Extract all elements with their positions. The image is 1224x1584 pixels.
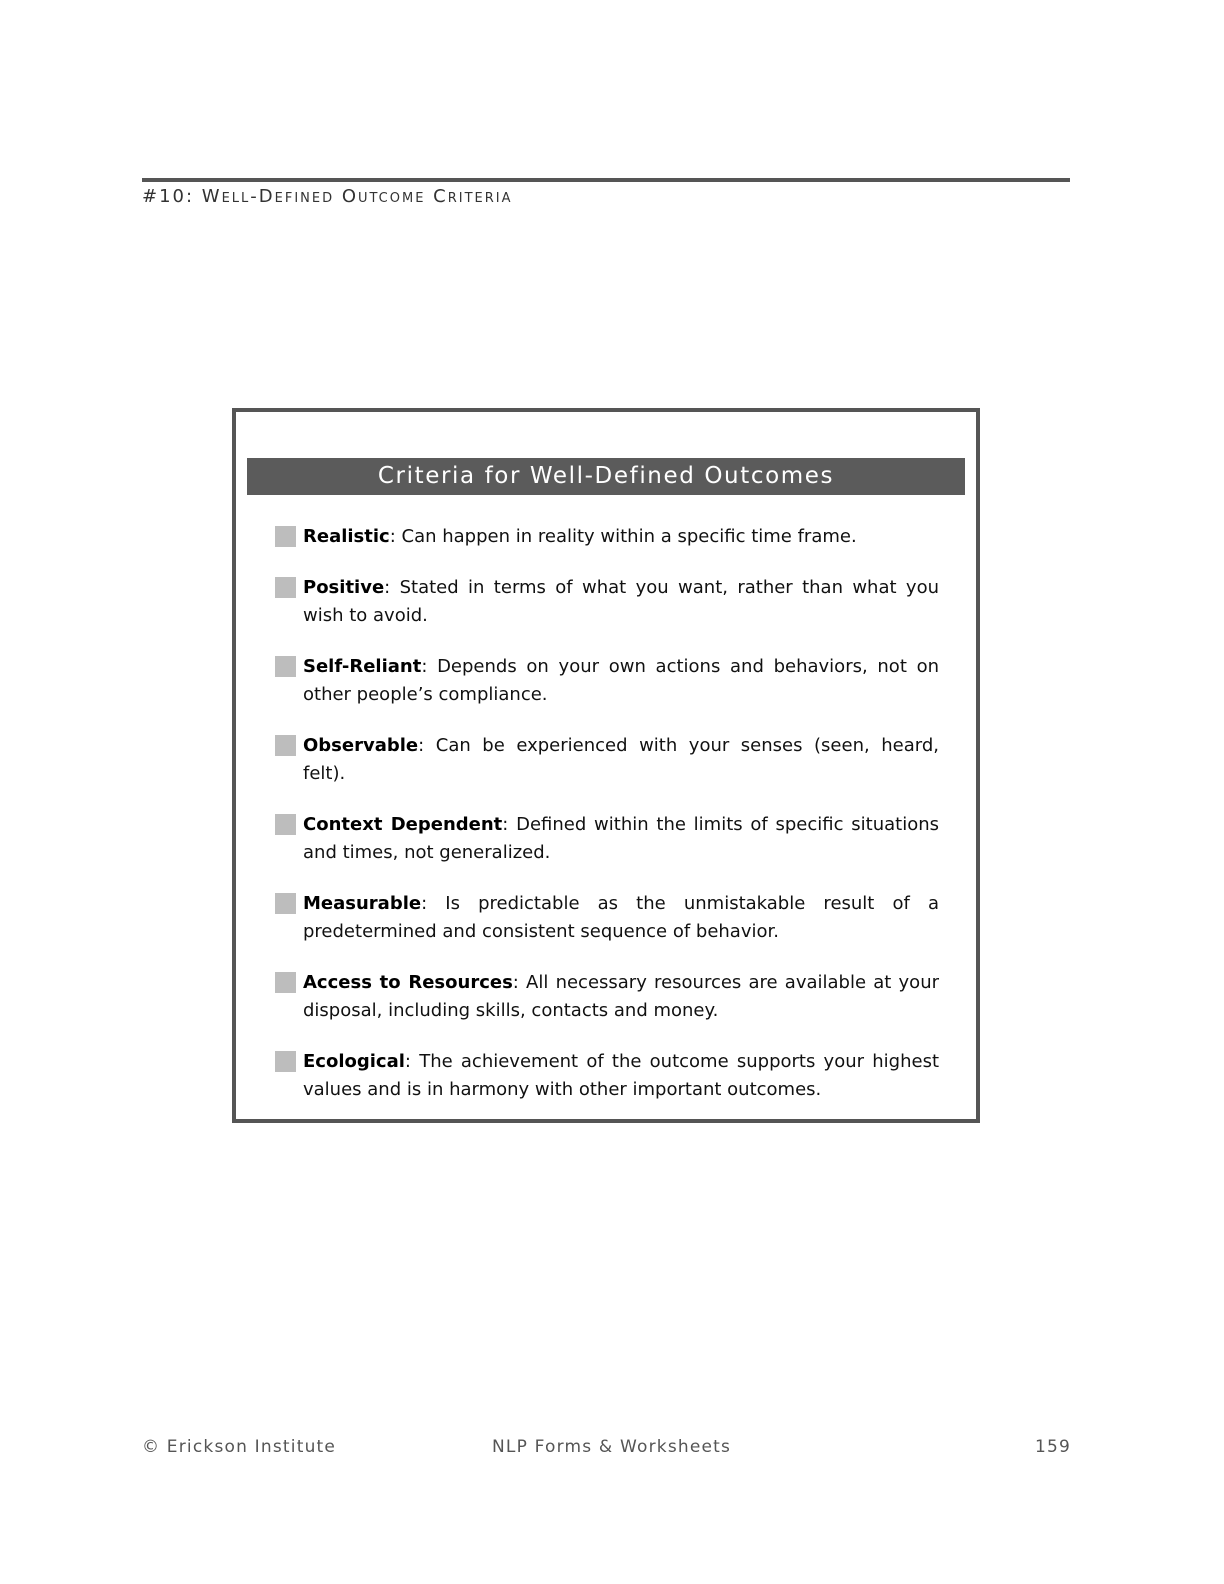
footer-page-number: 159 <box>1035 1437 1072 1457</box>
square-bullet-icon <box>275 893 296 914</box>
square-bullet-icon <box>275 526 296 547</box>
criteria-description: : All necessary resources are available at your disposal, including skills, contacts and money. <box>303 972 939 1021</box>
criteria-item <box>275 653 939 709</box>
section-title: #10: Well-Defined Outcome Criteria <box>142 186 513 207</box>
criteria-term: Context Dependent <box>303 814 503 835</box>
criteria-description: : Is predictable as the unmistakable result of a predetermined and consistent sequence of behavior. <box>303 893 939 942</box>
criteria-description: : Can happen in reality within a specific time frame. <box>389 526 857 547</box>
criteria-description: : Can be experienced with your senses (seen, heard, felt). <box>303 735 939 784</box>
criteria-item <box>275 574 939 630</box>
square-bullet-icon <box>275 972 296 993</box>
criteria-item <box>275 969 939 1025</box>
header-rule <box>142 178 1070 182</box>
square-bullet-icon <box>275 735 296 756</box>
criteria-term: Measurable <box>303 893 422 914</box>
criteria-term: Access to Resources <box>303 972 513 993</box>
footer-book-title: NLP Forms & Worksheets <box>492 1437 732 1457</box>
criteria-description: : Depends on your own actions and behaviors, not on other people’s compliance. <box>303 656 939 705</box>
criteria-term: Realistic <box>303 526 390 547</box>
criteria-item <box>275 1048 939 1104</box>
criteria-item <box>275 811 939 867</box>
criteria-item <box>275 732 939 788</box>
criteria-term: Observable <box>303 735 419 756</box>
criteria-item <box>275 523 939 551</box>
criteria-term: Self-Reliant <box>303 656 422 677</box>
square-bullet-icon <box>275 814 296 835</box>
criteria-term: Ecological <box>303 1051 405 1072</box>
criteria-item <box>275 890 939 946</box>
criteria-box <box>232 408 980 1123</box>
square-bullet-icon <box>275 577 296 598</box>
square-bullet-icon <box>275 1051 296 1072</box>
criteria-list <box>275 523 939 1127</box>
square-bullet-icon <box>275 656 296 677</box>
criteria-description: : Stated in terms of what you want, rather than what you wish to avoid. <box>303 577 939 626</box>
criteria-box-title: Criteria for Well-Defined Outcomes <box>247 458 965 495</box>
criteria-description: : Defined within the limits of specific situations and times, not generalized. <box>303 814 940 863</box>
criteria-term: Positive <box>303 577 385 598</box>
footer-copyright: © Erickson Institute <box>142 1437 337 1457</box>
criteria-description: : The achievement of the outcome supports your highest values and is in harmony with other important outcomes. <box>303 1051 939 1100</box>
